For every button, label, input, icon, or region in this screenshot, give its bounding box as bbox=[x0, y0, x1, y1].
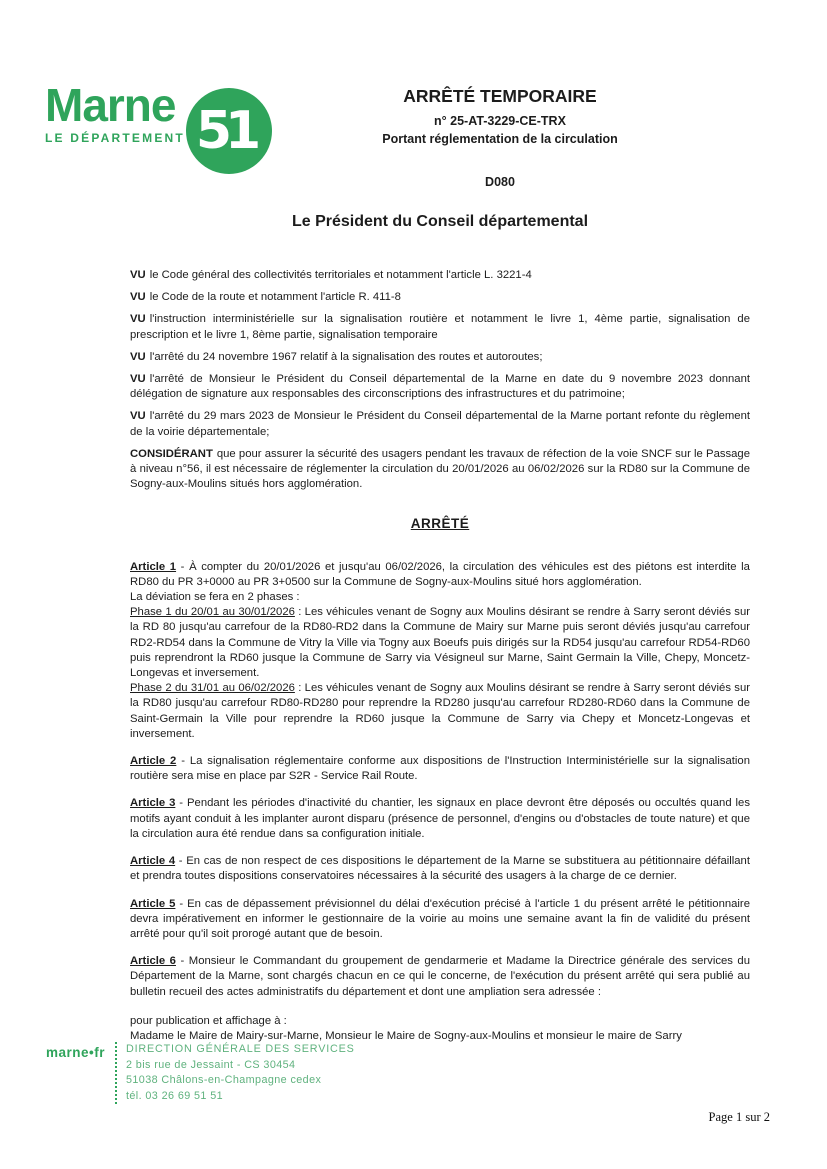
marne-department-logo bbox=[45, 79, 185, 145]
article-5-label: Article 5 bbox=[130, 897, 176, 910]
phase-2-text: : Les véhicules venant de Sogny aux Moulins désirant se rendre à Sarry seront déviés sur la RD80 jusqu'au carrefour RD80-RD280 pour reprendre la RD280 jusqu'au carrefour RD280-RD60 dans la Commune de Saint-Germain la Ville pour reprendre la RD60 jusque la Commune de Sarry via Chepy et Moncetz-Longevas et inversement. bbox=[130, 682, 750, 740]
article-1 bbox=[130, 560, 750, 742]
article-5 bbox=[130, 897, 750, 943]
document-number: n° 25-AT-3229-CE-TRX bbox=[434, 114, 566, 128]
publication-line: pour publication et affichage à : bbox=[130, 1014, 287, 1027]
visa-paragraph bbox=[130, 372, 750, 402]
visa-text: l'arrêté du 29 mars 2023 de Monsieur le Président du Conseil départemental de la Marne portant refonte du règlement de la voirie départementale; bbox=[130, 410, 750, 438]
visa-text: le Code de la route et notamment l'article R. 411-8 bbox=[149, 291, 401, 304]
footer-address bbox=[126, 1042, 355, 1104]
article-6-label: Article 6 bbox=[130, 955, 176, 968]
visa-prefix: VU bbox=[130, 313, 146, 326]
visa-paragraph bbox=[130, 350, 750, 365]
article-4-paragraph bbox=[130, 854, 750, 884]
visa-prefix: VU bbox=[130, 373, 146, 386]
recipients-line: Madame le Maire de Mairy-sur-Marne, Monsieur le Maire de Sogny-aux-Moulins et monsieur le maire de Sarry bbox=[130, 1029, 682, 1042]
president-heading: Le Président du Conseil départemental bbox=[291, 213, 589, 230]
article-2-paragraph bbox=[130, 754, 750, 784]
footer-phone: tél. 03 26 69 51 51 bbox=[126, 1089, 224, 1102]
document-title: ARRÊTÉ TEMPORAIRE bbox=[403, 86, 597, 106]
article-3-paragraph bbox=[130, 796, 750, 842]
road-code: D080 bbox=[485, 175, 515, 189]
article-4-text: En cas de non respect de ces dispositions le département de la Marne se substituera au pétitionnaire défaillant et prendra toutes dispositions conservatoires nécessaires à la sécurité des usagers à la charge de ce dernier. bbox=[130, 855, 750, 883]
article-1-label: Article 1 bbox=[130, 560, 177, 573]
article-2-text: La signalisation réglementaire conforme aux dispositions de l'Instruction Interministérielle sur la signalisation routière sera mise en place par S2R - Service Rail Route. bbox=[130, 755, 750, 783]
phase-1-label: Phase 1 du 20/01 au 30/01/2026 bbox=[130, 606, 295, 619]
article-3-text: Pendant les périodes d'inactivité du chantier, les signaux en place devront être déposés ou occultés quand les motifs ayant conduit à les implanter auront disparu (présence de personnel, d'engins ou d'obstacles de toute nature) et que la circulation aura été rendue dans sa configuration initiale. bbox=[130, 797, 750, 840]
footer-dotted-divider bbox=[115, 1042, 117, 1104]
document-purpose: Portant réglementation de la circulation bbox=[382, 132, 618, 146]
article-separator: - bbox=[176, 560, 190, 573]
article-separator: - bbox=[175, 897, 188, 910]
visa-prefix: VU bbox=[130, 410, 146, 423]
article-6-paragraph bbox=[130, 954, 750, 1000]
visa-prefix: VU bbox=[130, 269, 146, 281]
article-4 bbox=[130, 854, 750, 884]
article-6-text: Monsieur le Commandant du groupement de gendarmerie et Madame la Directrice générale des services du Département de la Marne, sont chargés chacun en ce qui le concerne, de l'exécution du présent arrêté qui sera publié au bulletin recueil des actes administratifs du département et dont une ampliation sera adressée : bbox=[130, 955, 750, 998]
article-4-label: Article 4 bbox=[130, 855, 176, 868]
considerant-prefix: CONSIDÉRANT bbox=[130, 447, 213, 460]
title-block bbox=[300, 86, 700, 189]
article-separator: - bbox=[176, 755, 190, 768]
visa-paragraph bbox=[130, 409, 750, 439]
visa-paragraph bbox=[130, 290, 750, 305]
visa-paragraph bbox=[130, 312, 750, 342]
page-number: Page 1 sur 2 bbox=[708, 1110, 770, 1124]
badge-number: 51 bbox=[195, 101, 255, 161]
marne-51-badge-icon bbox=[186, 88, 272, 174]
arrete-heading: ARRÊTÉ bbox=[410, 516, 470, 532]
phase-2-label: Phase 2 du 31/01 au 06/02/2026 bbox=[130, 682, 295, 695]
article-separator: - bbox=[175, 855, 187, 868]
footer bbox=[46, 1042, 355, 1104]
article-1-intro bbox=[130, 560, 750, 590]
article-1-deviation-line: La déviation se fera en 2 phases : bbox=[130, 591, 300, 604]
article-2-label: Article 2 bbox=[130, 755, 177, 768]
visa-prefix: VU bbox=[130, 350, 146, 363]
visa-text: le Code général des collectivités territoriales et notamment l'article L. 3221-4 bbox=[149, 269, 532, 281]
visa-text: l'arrêté du 24 novembre 1967 relatif à la signalisation des routes et autoroutes; bbox=[149, 350, 543, 363]
article-3-label: Article 3 bbox=[130, 797, 176, 810]
article-2 bbox=[130, 754, 750, 784]
article-separator: - bbox=[175, 797, 187, 810]
visa-paragraph bbox=[130, 268, 750, 283]
visa-prefix: VU bbox=[130, 291, 146, 304]
considerant-text: que pour assurer la sécurité des usagers pendant les travaux de réfection de la voie SNCF sur le Passage à niveau n°56, il est nécessaire de réglementer la circulation du 20/01/2026 au 06/02/2026 sur la RD80 sur la Commune de Sogny-aux-Moulins situés hors agglomération. bbox=[130, 447, 750, 491]
visa-text: l'instruction interministérielle sur la signalisation routière et notamment le livre 1, 4ème partie, signalisation de prescription et le livre 1, 8ème partie, signalisation temporaire bbox=[130, 313, 750, 341]
footer-street: 2 bis rue de Jessaint - CS 30454 bbox=[126, 1058, 296, 1071]
logo-subtitle: LE DÉPARTEMENT bbox=[45, 131, 185, 145]
article-3 bbox=[130, 796, 750, 842]
article-1-phase-2 bbox=[130, 681, 750, 742]
footer-service-name: DIRECTION GÉNÉRALE DES SERVICES bbox=[126, 1043, 355, 1055]
phase-1-text: : Les véhicules venant de Sogny aux Moulins désirant se rendre à Sarry seront déviés sur la RD 80 jusqu'au carrefour de la RD80-RD2 dans la Commune de Mairy sur Marne puis seront déviés jusqu'au carrefour RD2-RD54 dans la Commune de Vitry la Ville via Togny aux Boeufs puis dirigés sur la RD54 jusqu'au carrefour RD54-RD60 puis reprendront la RD60 jusque la Commune de Sarry via Vésigneul sur Marne, Saint Germain la Ville, Chepy, Moncetz-Longevas et inversement. bbox=[130, 606, 750, 680]
document-body bbox=[130, 268, 750, 1044]
article-1-text: À compter du 20/01/2026 et jusqu'au 06/02/2026, la circulation des véhicules est des piétons est interdite la RD80 du PR 3+0000 au PR 3+0500 sur la Commune de Sogny-aux-Moulins situé hors agglomération. bbox=[130, 560, 750, 588]
marne-fr-logo: marne•fr bbox=[46, 1045, 105, 1060]
article-6 bbox=[130, 954, 750, 1000]
closing-block bbox=[130, 1014, 750, 1044]
article-1-phase-1 bbox=[130, 605, 750, 681]
visa-text: l'arrêté de Monsieur le Président du Conseil départemental de la Marne en date du 9 novembre 2023 donnant délégation de signature aux responsables des circonscriptions des infrastructures et du patrimoine; bbox=[130, 373, 750, 401]
considerant-paragraph bbox=[130, 447, 750, 493]
logo-wordmark: Marne bbox=[45, 79, 176, 131]
article-5-paragraph bbox=[130, 897, 750, 943]
article-separator: - bbox=[175, 955, 189, 968]
footer-city: 51038 Châlons-en-Champagne cedex bbox=[126, 1074, 322, 1086]
article-5-text: En cas de dépassement prévisionnel du délai d'exécution précisé à l'article 1 du présent arrêté le pétitionnaire devra impérativement en informer le gestionnaire de la voirie au moins une semaine avant la fin de validité du présent arrêté pour qu'il soit prorogé autant que de besoin. bbox=[130, 897, 750, 940]
